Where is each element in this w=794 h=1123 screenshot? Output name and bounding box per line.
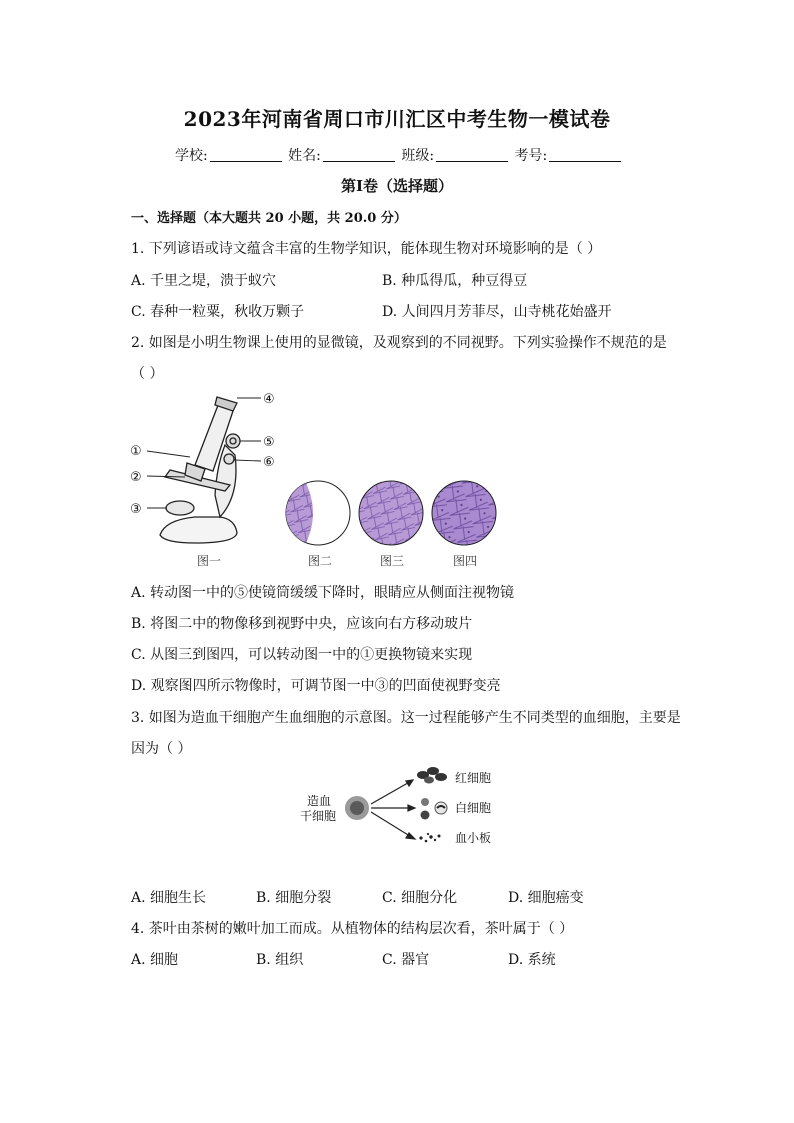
student-info-line: [175, 145, 623, 165]
name-blank[interactable]: [323, 147, 395, 162]
q4-option-d[interactable]: D. 系统: [508, 952, 556, 968]
stem-cell-label-1: 造血: [307, 794, 332, 808]
school-label: 学校:: [175, 148, 208, 164]
q3-option-a[interactable]: A. 细胞生长: [131, 890, 207, 906]
wbc-label: 白细胞: [455, 801, 492, 815]
view-4: [432, 481, 496, 545]
q2-stem-line1: 2. 如图是小明生物课上使用的显微镜，及观察到的不同视野。下列实验操作不规范的是: [131, 335, 667, 351]
q4-option-a[interactable]: A. 细胞: [131, 952, 179, 968]
section-heading: 一、选择题（本大题共 20 小题，共 20.0 分）: [131, 211, 407, 226]
q3-stem-line2: 因为（ ）: [131, 741, 192, 757]
q1-option-d[interactable]: D. 人间四月芳菲尽，山寺桃花始盛开: [382, 304, 612, 320]
rbc-label: 红细胞: [455, 771, 492, 785]
label-2: ②: [130, 470, 142, 485]
label-5: ⑤: [263, 435, 275, 450]
label-1: ①: [130, 444, 142, 459]
caption-fig4: 图四: [453, 554, 478, 568]
platelet-drawing: [419, 833, 440, 842]
wbc-drawing: [421, 798, 448, 820]
q4-option-c[interactable]: C. 器官: [382, 952, 430, 968]
q2-option-c[interactable]: C. 从图三到图四，可以转动图一中的①更换物镜来实现: [131, 647, 473, 663]
rbc-drawing: [417, 767, 447, 784]
microscope-figure: [125, 385, 515, 575]
page-title: 2023年河南省周口市川汇区中考生物一模试卷: [183, 107, 611, 131]
label-6: ⑥: [263, 455, 275, 470]
name-label: 姓名:: [288, 148, 321, 164]
number-blank[interactable]: [549, 147, 621, 162]
q1-option-b[interactable]: B. 种瓜得瓜，种豆得豆: [382, 273, 528, 289]
label-3: ③: [130, 502, 142, 517]
q3-stem-line1: 3. 如图为造血干细胞产生血细胞的示意图。这一过程能够产生不同类型的血细胞，主要是: [131, 710, 681, 726]
caption-fig1: 图一: [197, 554, 222, 568]
q4-option-b[interactable]: B. 组织: [256, 952, 304, 968]
q2-option-d[interactable]: D. 观察图四所示物像时，可调节图一中③的凹面使视野变亮: [131, 678, 501, 694]
q3-option-b[interactable]: B. 细胞分裂: [256, 890, 332, 906]
view-3: [359, 481, 423, 545]
q2-option-a[interactable]: A. 转动图一中的⑤使镜筒缓缓下降时，眼睛应从侧面注视物镜: [131, 585, 515, 601]
microscope-drawing: [160, 397, 240, 543]
q2-stem-line2: （ ）: [131, 366, 164, 382]
caption-fig3: 图三: [380, 554, 405, 568]
q3-option-c[interactable]: C. 细胞分化: [382, 890, 458, 906]
view-2: [286, 481, 350, 545]
stem-cell-label-2: 干细胞: [300, 809, 337, 823]
q1-stem: 1. 下列谚语或诗文蕴含丰富的生物学知识，能体现生物对环境影响的是（ ）: [131, 241, 602, 257]
number-label: 考号:: [514, 148, 548, 164]
q1-option-a[interactable]: A. 千里之堤，溃于蚁穴: [131, 273, 277, 289]
class-blank[interactable]: [436, 147, 508, 162]
platelet-label: 血小板: [455, 831, 492, 845]
volume-title: 第I卷（选择题）: [340, 177, 454, 195]
q4-stem: 4. 茶叶由茶树的嫩叶加工而成。从植物体的结构层次看，茶叶属于（ ）: [131, 921, 574, 937]
q1-option-c[interactable]: C. 春种一粒粟，秋收万颗子: [131, 304, 305, 320]
caption-fig2: 图二: [308, 554, 333, 568]
label-4: ④: [263, 392, 275, 407]
stem-cell-drawing: [345, 796, 369, 820]
class-label: 班级:: [401, 148, 435, 164]
school-blank[interactable]: [210, 147, 282, 162]
q3-option-d[interactable]: D. 细胞癌变: [508, 890, 584, 906]
blood-cell-figure: [295, 760, 505, 855]
q2-option-b[interactable]: B. 将图二中的物像移到视野中央，应该向右方移动玻片: [131, 616, 473, 632]
